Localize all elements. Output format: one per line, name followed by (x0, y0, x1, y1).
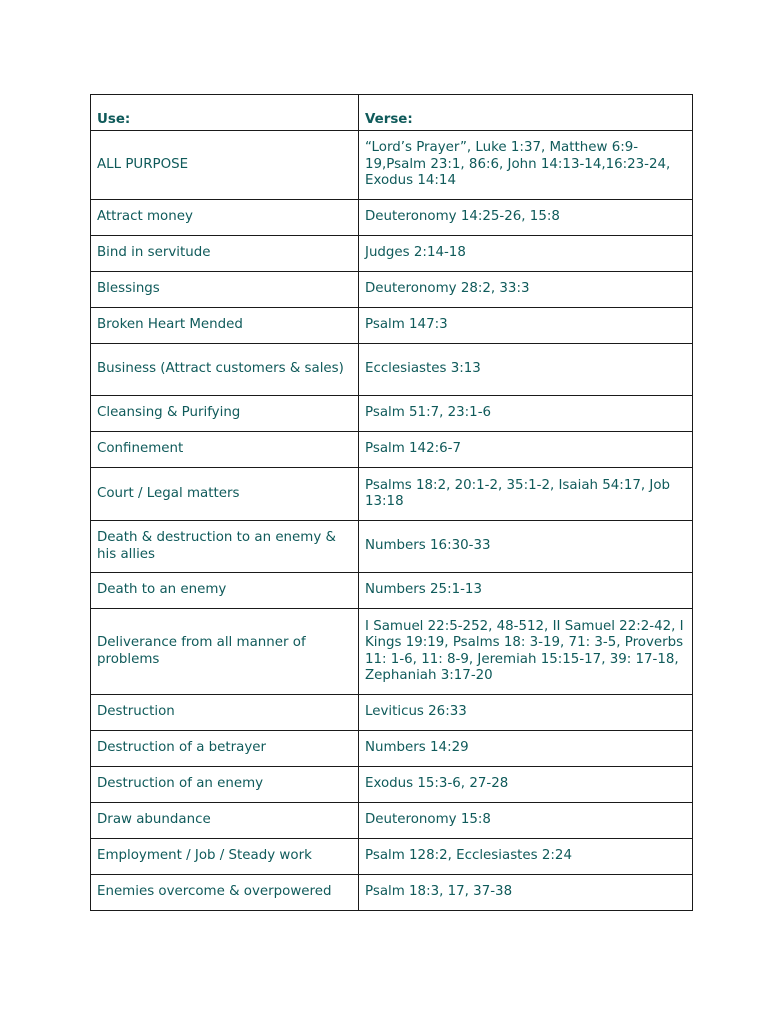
table-row (91, 839, 693, 875)
verse-table (90, 94, 693, 911)
table-row (91, 236, 693, 272)
table-row (91, 396, 693, 432)
use-cell: Deliverance from all manner of problems (91, 609, 359, 695)
verse-cell: Judges 2:14-18 (359, 236, 693, 272)
table-row (91, 573, 693, 609)
use-cell: Attract money (91, 200, 359, 236)
use-cell: Broken Heart Mended (91, 308, 359, 344)
verse-cell: Psalm 18:3, 17, 37-38 (359, 875, 693, 911)
use-cell: ALL PURPOSE (91, 131, 359, 200)
use-cell: Destruction of a betrayer (91, 731, 359, 767)
use-cell: Destruction of an enemy (91, 767, 359, 803)
verse-cell: Psalm 51:7, 23:1-6 (359, 396, 693, 432)
use-cell: Death & destruction to an enemy & his allies (91, 521, 359, 573)
header-verse: Verse: (359, 95, 693, 131)
use-cell: Confinement (91, 432, 359, 468)
verse-cell: Deuteronomy 14:25-26, 15:8 (359, 200, 693, 236)
verse-cell: Psalm 128:2, Ecclesiastes 2:24 (359, 839, 693, 875)
table-row (91, 695, 693, 731)
verse-cell: Numbers 16:30-33 (359, 521, 693, 573)
table-row (91, 131, 693, 200)
use-cell: Employment / Job / Steady work (91, 839, 359, 875)
table-row (91, 344, 693, 396)
verse-cell: Psalms 18:2, 20:1-2, 35:1-2, Isaiah 54:17, Job 13:18 (359, 468, 693, 521)
table-row (91, 875, 693, 911)
table-row (91, 308, 693, 344)
verse-cell: Psalm 147:3 (359, 308, 693, 344)
table-row (91, 200, 693, 236)
table-row (91, 731, 693, 767)
use-cell: Blessings (91, 272, 359, 308)
use-cell: Cleansing & Purifying (91, 396, 359, 432)
table-row (91, 468, 693, 521)
table-row (91, 272, 693, 308)
use-cell: Business (Attract customers & sales) (91, 344, 359, 396)
verse-cell: Leviticus 26:33 (359, 695, 693, 731)
table-row (91, 609, 693, 695)
table-row (91, 767, 693, 803)
use-cell: Draw abundance (91, 803, 359, 839)
verse-cell: Psalm 142:6-7 (359, 432, 693, 468)
header-use: Use: (91, 95, 359, 131)
table-header-row (91, 95, 693, 131)
verse-cell: Numbers 14:29 (359, 731, 693, 767)
verse-cell: I Samuel 22:5-252, 48-512, II Samuel 22:2-42, I Kings 19:19, Psalms 18: 3-19, 71: 3-5, Proverbs 11: 1-6, 11: 8-9, Jeremiah 15:15-17, 39: 17-18, Zephaniah 3:17-20 (359, 609, 693, 695)
verse-cell: Deuteronomy 28:2, 33:3 (359, 272, 693, 308)
verse-cell: Deuteronomy 15:8 (359, 803, 693, 839)
table-row (91, 803, 693, 839)
use-cell: Death to an enemy (91, 573, 359, 609)
verse-cell: “Lord’s Prayer”, Luke 1:37, Matthew 6:9-19,Psalm 23:1, 86:6, John 14:13-14,16:23-24, Exodus 14:14 (359, 131, 693, 200)
verse-cell: Ecclesiastes 3:13 (359, 344, 693, 396)
use-cell: Destruction (91, 695, 359, 731)
use-cell: Enemies overcome & overpowered (91, 875, 359, 911)
table-row (91, 432, 693, 468)
use-cell: Bind in servitude (91, 236, 359, 272)
table-row (91, 521, 693, 573)
use-cell: Court / Legal matters (91, 468, 359, 521)
verse-cell: Exodus 15:3-6, 27-28 (359, 767, 693, 803)
verse-cell: Numbers 25:1-13 (359, 573, 693, 609)
